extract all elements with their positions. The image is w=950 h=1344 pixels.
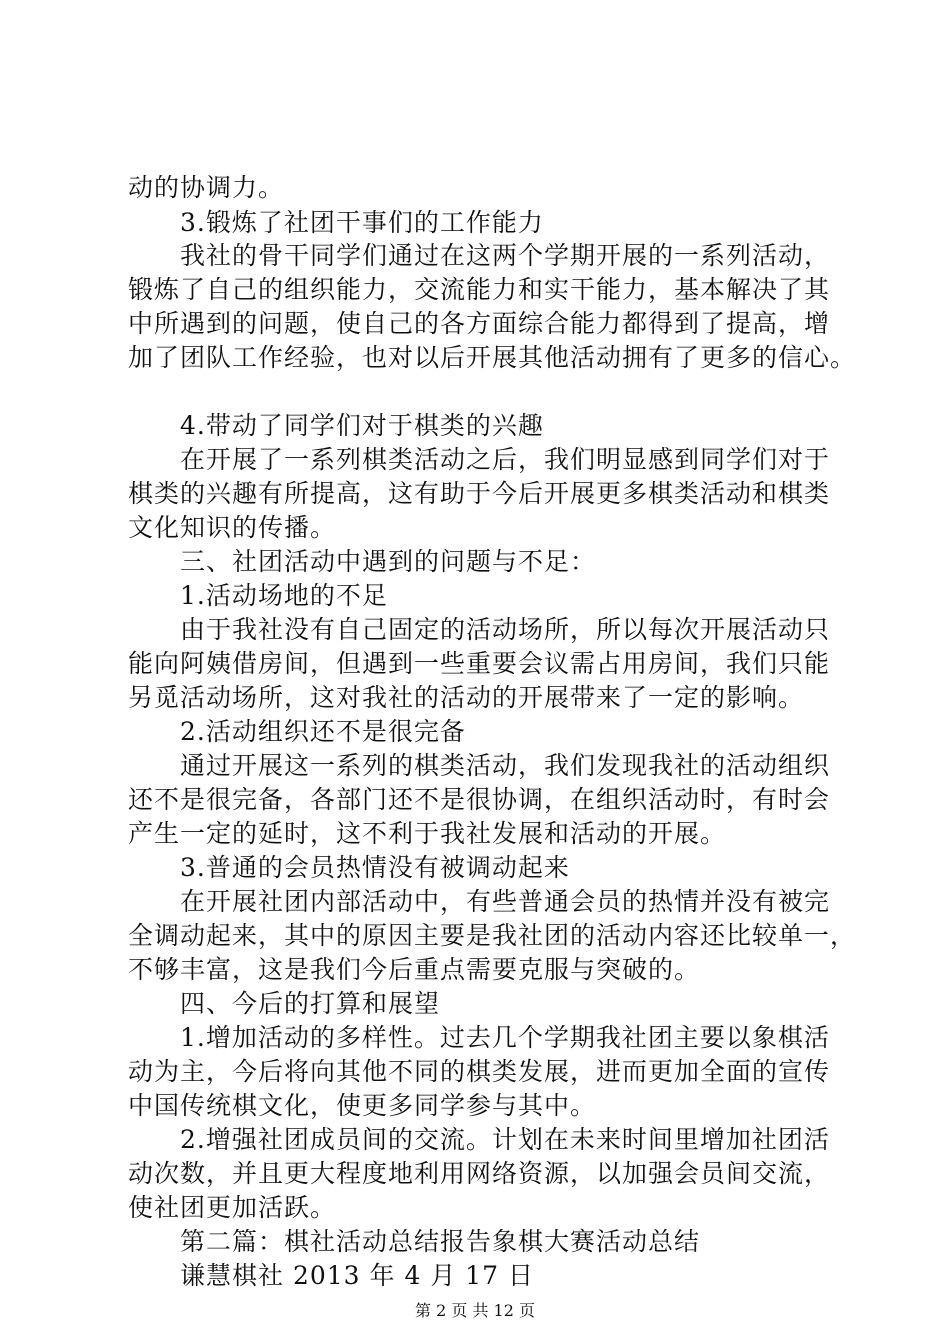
text-line: 棋类的兴趣有所提高，这有助于今后开展更多棋类活动和棋类: [128, 479, 831, 508]
text-line: 在开展社团内部活动中，有些普通会员的热情并没有被完: [128, 887, 831, 916]
text-line: 另觅活动场所，这对我社的活动的开展带来了一定的影响。: [128, 683, 805, 712]
text-line: 中国传统棋文化，使更多同学参与其中。: [128, 1091, 597, 1120]
text-line: 动的协调力。: [128, 173, 285, 202]
text-line: 2.增强社团成员间的交流。计划在未来时间里增加社团活: [128, 1125, 830, 1154]
section-heading: 1.活动场地的不足: [128, 581, 388, 610]
section-heading: 2.活动组织还不是很完备: [128, 717, 466, 746]
text-line: 产生一定的延时，这不利于我社发展和活动的开展。: [128, 819, 727, 848]
text-line: 由于我社没有自己固定的活动场所，所以每次开展活动只: [128, 615, 831, 644]
text-line: 还不是很完备，各部门还不是很协调，在组织活动时，有时会: [128, 785, 831, 814]
text-line: 中所遇到的问题，使自己的各方面综合能力都得到了提高，增: [128, 309, 831, 338]
text-line: 加了团队工作经验，也对以后开展其他活动拥有了更多的信心。: [128, 343, 857, 372]
section-heading: 3.锻炼了社团干事们的工作能力: [128, 208, 544, 237]
section-heading: 三、社团活动中遇到的问题与不足：: [128, 547, 597, 576]
text-line: 文化知识的传播。: [128, 513, 337, 542]
section-heading: 4.带动了同学们对于棋类的兴趣: [128, 411, 544, 440]
text-line: 全调动起来，其中的原因主要是我社团的活动内容还比较单一，: [128, 921, 857, 950]
section-heading: 四、今后的打算和展望: [128, 989, 441, 1018]
text-line: 能向阿姨借房间，但遇到一些重要会议需占用房间，我们只能: [128, 649, 831, 678]
text-line: 1.增加活动的多样性。过去几个学期我社团主要以象棋活: [128, 1023, 830, 1052]
text-line: 动次数，并且更大程度地利用网络资源，以加强会员间交流，: [128, 1159, 831, 1188]
section-heading: 第二篇：棋社活动总结报告象棋大赛活动总结: [128, 1227, 701, 1256]
page-number-footer: 第 2 页 共 12 页: [415, 1301, 535, 1320]
section-heading: 3.普通的会员热情没有被调动起来: [128, 853, 570, 882]
text-line: 通过开展这一系列的棋类活动，我们发现我社的活动组织: [128, 751, 831, 780]
text-line: 锻炼了自己的组织能力，交流能力和实干能力，基本解决了其: [128, 275, 831, 304]
text-line: 不够丰富，这是我们今后重点需要克服与突破的。: [128, 955, 701, 984]
text-line: 动为主，今后将向其他不同的棋类发展，进而更加全面的宣传: [128, 1057, 831, 1086]
text-line: 我社的骨干同学们通过在这两个学期开展的一系列活动，: [128, 241, 831, 270]
text-line: 在开展了一系列棋类活动之后，我们明显感到同学们对于: [128, 445, 831, 474]
text-line: 谦慧棋社 2013 年 4 月 17 日: [128, 1261, 535, 1290]
text-line: 使社团更加活跃。: [128, 1193, 337, 1222]
